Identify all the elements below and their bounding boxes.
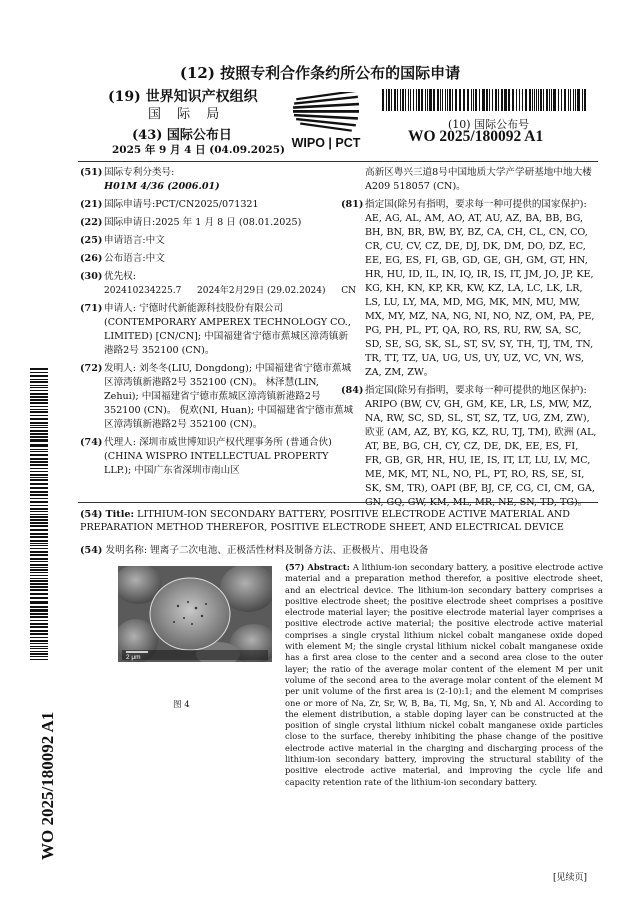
title-chinese: (54) 发明名称: 锂离子二次电池、正极活性材料及制备方法、正极极片、用电设备 (80, 545, 429, 556)
field-74-agent: (74) 代理人: 深圳市威世博知识产权代理事务所 (普通合伙) (CHINA WISPRO INTELLECTUAL PROPERTY LLP.); 中国广东省深圳市南山区 (80, 437, 332, 476)
publication-date-label: (43) 国际公布日 (132, 128, 232, 143)
field-30: (30) 优先权: (80, 271, 137, 282)
field-72-inventors: (72) 发明人: 刘冬冬(LIU, Dongdong); 中国福建省宁德市蕉城区漳湾镇新港路2号 352100 (CN)。 林泽慧(LIN, Zehui); 中国福建省宁德市蕉城区漳湾镇新港路2号 352100 (CN)。 倪欢(NI, Huan); 中国福建省宁德市蕉城区漳湾镇新港路2号 352100 (CN)。 (80, 363, 354, 430)
field-84-regional-states: (84) 指定国(除另有指明，要求每一种可提供的地区保护): ARIPO (BW, CV, GH, GM, KE, LR, LS, MW, MZ, NA, RW, SC, SD, SL, ST, SZ, TZ, UG, ZM, ZW), 欧亚 (AM, AZ, BY, KG, KZ, RU, TJ, TM), 欧洲 (AL, AT, BE, BG, CH, CY, CZ, DE, DK, EE, ES, FI, FR, GB, GR, HR, HU, IE, IS, IT, LT, LU, LV, MC, ME, MK, MT, NL, NO, PL, PT, RO, RS, SE, SI, SK, SM, TR), OAPI (BF, BJ, CF, CG, CI, CM, GA, GN, GQ, GW, KM, ML, MR, NE, SN, TD, TG)。 (341, 385, 597, 508)
publication-number: WO 2025/180092 A1 (408, 128, 544, 145)
publication-number-label: (10) 国际公布号 (448, 118, 530, 131)
figure-caption: 图 4 (173, 700, 190, 710)
divider (78, 161, 598, 162)
ipc-classification: H01M 4/36 (2006.01) (104, 181, 220, 192)
bibliographic-right-column (341, 166, 599, 514)
side-publication-number: WO 2025/180092 A1 (38, 711, 57, 860)
abstract: (57) Abstract: A lithium-ion secondary battery, a positive electrode active material and a preparation method therefor, a positive electrode sheet, and an electrical device. The lithium-ion secondary battery comprises a positive electrode sheet; the positive electrode sheet comprises a positive electrode material layer; the positive electrode material layer comprises a positive electrode active material; the positive electrode active material comprises a single crystal lithium nickel cobalt manganese oxide doped with element M; the single crystal lithium nickel cobalt manganese oxide has a first area close to the center and a second area close to the outer layer; the ratio of the average molar content of the element M per unit volume of the second area to the average molar content of the element M per unit volume of the first area is (2-10):1; and the element M comprises one or more of Na, Zr, Sr, W, B, Ba, Ti, Mg, Sn, Y, Nb and Al. According to the element distribution, a stable doping layer can be constructed at the position of single crystal lithium nickel cobalt manganese oxide particles close to the surface, thereby inhibiting the phase change of the positive electrode active material in the charging and discharging process of the lithium-ion secondary battery, improving the structural stability of the positive electrode active material, and improving the cycle life and capacity retention rate of the lithium-ion secondary battery. (285, 562, 603, 787)
side-barcode (30, 368, 48, 660)
field-51: (51) 国际专利分类号: H01M 4/36 (2006.01) (80, 167, 220, 192)
document-title: (12) 按照专利合作条约所公布的国际申请 (179, 64, 461, 82)
field-21: (21) 国际申请号:PCT/CN2025/071321 (80, 199, 259, 210)
wipo-logo (286, 92, 366, 152)
publication-date: 2025 年 9 月 4 日 (04.09.2025) (112, 144, 285, 156)
organization-name: (19) 世界知识产权组织 (108, 89, 258, 105)
field-26: (26) 公布语言:中文 (80, 253, 165, 264)
priority-row: 202410234225.7 2024年2月29日 (29.02.2024) CN (104, 286, 356, 296)
field-22: (22) 国际申请日:2025 年 1 月 8 日 (08.01.2025) (80, 217, 302, 228)
divider (78, 502, 598, 503)
svg-text:WIPO | PCT: WIPO | PCT (291, 136, 361, 150)
bibliographic-left-column (80, 166, 360, 482)
organization-bureau: 国 际 局 (148, 107, 226, 122)
continued-notice: [见续页] (553, 873, 588, 883)
barcode (382, 89, 588, 111)
agent-address-continued: 高新区粤兴三道8号中国地质大学产学研基地中地大楼A209 518057 (CN)。 (365, 167, 592, 192)
field-71-applicant: (71) 申请人: 宁德时代新能源科技股份有限公司 (CONTEMPORARY AMPEREX TECHNOLOGY CO., LIMITED) [CN/CN]; 中国福建省宁德市蕉城区漳湾镇新港路2号 352100 (CN)。 (80, 303, 351, 356)
title-english: (54) Title: LITHIUM-ION SECONDARY BATTERY, POSITIVE ELECTRODE ACTIVE MATERIAL AND PREPARATION METHOD THEREFOR, POSITIVE ELECTRODE SHEET, AND ELECTRICAL DEVICE (80, 509, 570, 533)
field-25: (25) 申请语言:中文 (80, 235, 165, 246)
sem-figure (118, 566, 272, 662)
field-81-designated-states: (81) 指定国(除另有指明，要求每一种可提供的国家保护): AE, AG, AL, AM, AO, AT, AU, AZ, BA, BB, BG, BH, BN, BR, BW, BY, BZ, CA, CH, CL, CN, CO, CR, CU, CV, CZ, DE, DJ, DK, DM, DO, DZ, EC, EE, EG, ES, FI, GB, GD, GE, GH, GM, GT, HN, HR, HU, ID, IL, IN, IQ, IR, IS, IT, JM, JO, JP, KE, KG, KH, KN, KP, KR, KW, KZ, LA, LC, LK, LR, LS, LU, LY, MA, MD, MG, MK, MN, MU, MW, MX, MY, MZ, NA, NG, NI, NO, NZ, OM, PA, PE, PG, PH, PL, PT, QA, RO, RS, RU, RW, SA, SC, SD, SE, SG, SK, SL, ST, SV, SY, TH, TJ, TM, TN, TR, TT, TZ, UA, UG, US, UY, UZ, VC, VN, WS, ZA, ZM, ZW。 (341, 199, 595, 378)
svg-text:2 μm: 2 μm (126, 654, 141, 661)
